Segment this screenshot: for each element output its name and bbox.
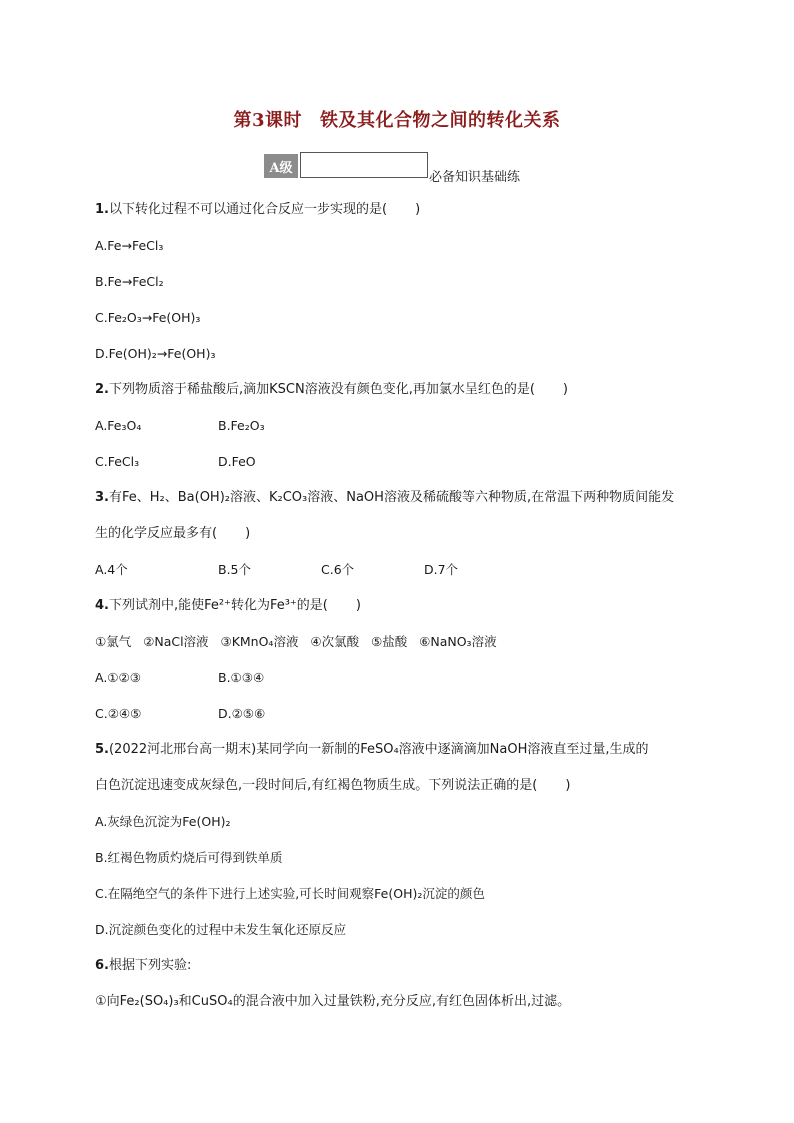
- question-1-stem: 1.以下转化过程不可以通过化合反应一步实现的是( ): [95, 202, 421, 217]
- level-box: [300, 152, 428, 178]
- question-4-option-b: B.①③④: [218, 670, 265, 685]
- question-5-option-c: C.在隔绝空气的条件下进行上述实验,可长时间观察Fe(OH)₂沉淀的颜色: [95, 886, 485, 901]
- question-2-options-row-1: [95, 414, 705, 450]
- page-title: [0, 106, 794, 132]
- question-4-option-d: D.②⑤⑥: [218, 706, 266, 721]
- question-1-option-b: B.Fe→FeCl₂: [95, 274, 164, 289]
- reagent-6: ⑥NaNO₃溶液: [419, 634, 497, 649]
- question-3-option-a: A.4个: [95, 562, 128, 577]
- question-3-option-d: D.7个: [424, 562, 459, 577]
- question-3-option-b: B.5个: [218, 562, 252, 577]
- reagent-4: ④次氯酸: [310, 634, 360, 649]
- question-6-stem: 6.根据下列实验:: [95, 958, 192, 973]
- question-2-option-c: C.FeCl₃: [95, 454, 140, 469]
- question-4-option-a: A.①②③: [95, 670, 141, 685]
- question-2-stem: 2.下列物质溶于稀盐酸后,滴加KSCN溶液没有颜色变化,再加氯水呈红色的是( ): [95, 382, 568, 397]
- title-topic: 铁及其化合物之间的转化关系: [320, 110, 561, 131]
- question-4-options-row-1: [95, 666, 705, 702]
- question-5-option-a: A.灰绿色沉淀为Fe(OH)₂: [95, 814, 231, 829]
- question-4-stem: 4.下列试剂中,能使Fe²⁺转化为Fe³⁺的是( ): [95, 598, 361, 613]
- level-badge: A级: [264, 154, 298, 178]
- level-text: 必备知识基础练: [429, 170, 521, 185]
- level-header: [264, 152, 521, 185]
- question-5-stem-line-1: 5.(2022河北邢台高一期末)某同学向一新制的FeSO₄溶液中逐滴滴加NaOH溶液直至过量,生成的: [95, 742, 649, 757]
- question-2-option-a: A.Fe₃O₄: [95, 418, 142, 433]
- reagent-1: ①氯气: [95, 634, 132, 649]
- question-4-reagents: [95, 630, 705, 666]
- question-2-options-row-2: [95, 450, 705, 486]
- question-4-options-row-2: [95, 702, 705, 738]
- title-lesson: 第3课时: [233, 110, 303, 131]
- question-3-stem-line-2: 生的化学反应最多有( ): [95, 526, 251, 541]
- reagent-2: ②NaCl溶液: [143, 634, 209, 649]
- question-5-option-d: D.沉淀颜色变化的过程中未发生氧化还原反应: [95, 922, 347, 937]
- question-1-option-c: C.Fe₂O₃→Fe(OH)₃: [95, 310, 201, 325]
- reagent-3: ③KMnO₄溶液: [220, 634, 299, 649]
- question-2-option-b: B.Fe₂O₃: [218, 418, 265, 433]
- question-5-option-b: B.红褐色物质灼烧后可得到铁单质: [95, 850, 283, 865]
- question-3-options: [95, 558, 705, 594]
- question-4-option-c: C.②④⑤: [95, 706, 142, 721]
- question-3-option-c: C.6个: [321, 562, 355, 577]
- question-1-option-d: D.Fe(OH)₂→Fe(OH)₃: [95, 346, 216, 361]
- question-3-stem-line-1: 3.有Fe、H₂、Ba(OH)₂溶液、K₂CO₃溶液、NaOH溶液及稀硫酸等六种物质,在常温下两种物质间能发: [95, 490, 675, 505]
- question-1-option-a: A.Fe→FeCl₃: [95, 238, 164, 253]
- question-5-stem-line-2: 白色沉淀迅速变成灰绿色,一段时间后,有红褐色物质生成。下列说法正确的是( ): [95, 778, 571, 793]
- reagent-5: ⑤盐酸: [371, 634, 408, 649]
- question-list: [95, 198, 705, 1026]
- question-2-option-d: D.FeO: [218, 454, 256, 469]
- question-6-item-1: ①向Fe₂(SO₄)₃和CuSO₄的混合液中加入过量铁粉,充分反应,有红色固体析出,过滤。: [95, 994, 571, 1009]
